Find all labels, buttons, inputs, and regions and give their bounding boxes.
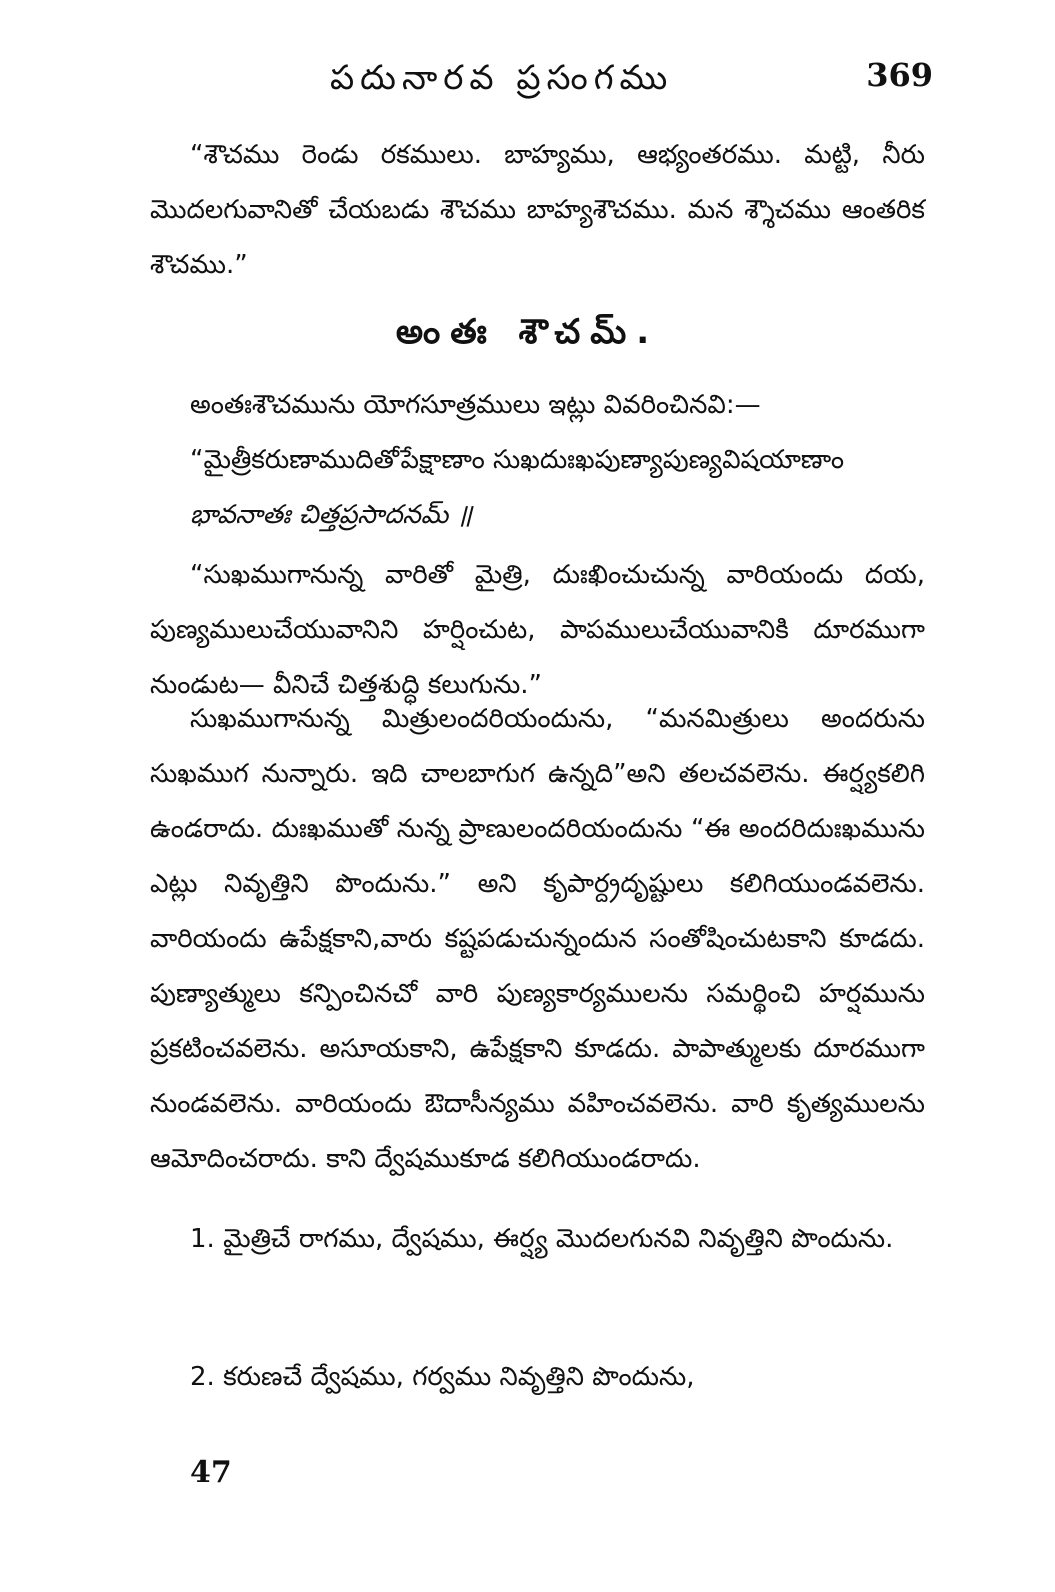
main-paragraph: సుఖముగానున్న మిత్రులందరియందును, “మనమిత్రులు అందరును సుఖముగ నున్నారు. ఇది చాలబాగుగ ఉన్నది”అని తలచవలెను. ఈర్ష్యకలిగి ఉండరాదు. దుఃఖముతో నున్న ప్రాణులందరియందును “ఈ అందరిదుఃఖమును ఎట్లు నివృత్తిని పొందును.” అని కృపార్ద్రదృష్టులు కలిగియుండవలెను. వారియందు ఉపేక్షకాని,వారు కష్టపడుచున్నందున సంతోషించుటకాని కూడదు. పుణ్యాత్ములు కన్పించినచో వారి పుణ్యకార్యములను సమర్థించి హర్షమును ప్రకటించవలెను. అసూయకాని, ఉపేక్షకాని కూడదు. పాపాత్ములకు దూరముగా నుండవలెను. వారియందు ఔదాసీన్యము వహించవలెను. వారి కృత్యములను ఆమోదించరాదు. కాని ద్వేషముకూడ కలిగియుండరాదు.	[150, 704, 925, 1174]
point-1: 1. మైత్రిచే రాగము, ద్వేషము, ఈర్ష్య మొదలగునవి నివృత్తిని పొందును.	[190, 1224, 894, 1254]
running-title: పదునారవ ప్రసంగము	[330, 58, 674, 98]
sutra-line-1: “మైత్రీకరుణాముదితోపేక్షాణాం సుఖదుఃఖపుణ్యాపుణ్యవిషయాణాం	[190, 445, 845, 475]
intro-quote: “శౌచము రెండు రకములు. బాహ్యము, ఆభ్యంతరము. మట్టి, నీరు మొదలగువానితో చేయబడు శౌచము బాహ్యశౌచము. మన శ్శౌచము ఆంతరిక శౌచము.”	[150, 140, 925, 280]
page-number: 369	[866, 56, 933, 94]
intro-line: అంతఃశౌచమును యోగసూత్రములు ఇట్లు వివరించినవి:—	[190, 390, 761, 420]
sutra-line-2: భావనాతః చిత్తప్రసాదనమ్ ॥	[190, 500, 473, 530]
section-heading: అంతః శౌచమ్.	[395, 312, 660, 352]
sutra-meaning: “సుఖముగానున్న వారితో మైత్రి, దుఃఖించుచున్న వారియందు దయ, పుణ్యములుచేయువానిని హర్షించుట, పాపములుచేయువానికి దూరముగా నుండుట— వీనిచే చిత్తశుద్ధి కలుగును.”	[150, 560, 925, 700]
point-2: 2. కరుణచే ద్వేషము, గర్వము నివృత్తిని పొందును,	[190, 1362, 695, 1392]
signature-mark: 47	[190, 1455, 232, 1490]
